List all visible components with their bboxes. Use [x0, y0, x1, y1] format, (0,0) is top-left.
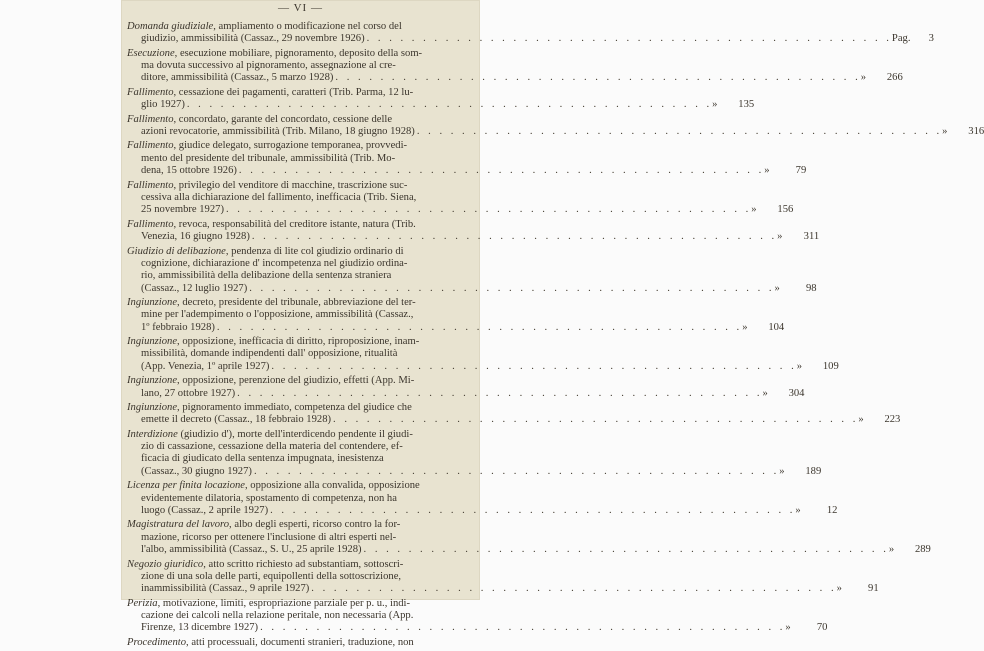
page-number: 316 — [968, 126, 984, 138]
entry-line — [127, 140, 474, 152]
entry-text: (Cassaz., 30 giugno 1927) — [141, 465, 252, 477]
index-entry — [127, 47, 903, 85]
entry-text: ditore, ammissibilità (Cassaz., 5 marzo 1928) — [141, 72, 334, 84]
page-label: » — [774, 282, 780, 294]
page-number: 189 — [805, 465, 822, 477]
entry-text: , pendenza di lite col giudizio ordinario di — [225, 245, 404, 257]
entry-line — [127, 480, 474, 492]
index-entry — [127, 558, 879, 596]
entry-text: Firenze, 13 dicembre 1927) — [141, 622, 259, 634]
entry-line — [127, 414, 901, 426]
entry-text: , revoca, responsabilità del creditore istante, natura (Trib. — [173, 218, 416, 230]
entry-text: 1º febbraio 1928) — [141, 321, 215, 333]
entry-text: , concordato, garante del concordato, cessione delle — [173, 113, 393, 125]
index-entry — [127, 428, 822, 478]
entry-line — [127, 258, 474, 270]
entry-text: mazione, ricorso per ottenere l'inclusione di altri esperti nel- — [141, 531, 397, 543]
entry-keyword: Ingiunzione — [127, 336, 178, 348]
index-entry — [127, 519, 931, 556]
entry-text: , opposizione, inefficacia di diritto, riproposizione, inam- — [177, 336, 420, 348]
page-folio: — VI — — [278, 2, 323, 14]
entry-line — [127, 493, 474, 505]
page-label: » — [858, 414, 864, 426]
entry-text: emette il decreto (Cassaz., 18 febbraio 1928) — [141, 414, 332, 426]
entry-text: zione di una sola delle parti, equipollenti della sottoscrizione, — [141, 570, 402, 582]
entry-line — [127, 282, 817, 295]
entry-text: l'albo, ammissibilità (Cassaz., S. U., 25 aprile 1928) — [141, 544, 362, 556]
entry-line — [127, 544, 931, 556]
entry-text: (Cassaz., 12 luglio 1927) — [141, 282, 248, 294]
entry-line — [127, 192, 474, 204]
entry-line — [127, 559, 474, 571]
entry-line — [127, 465, 822, 478]
entry-line — [127, 165, 807, 177]
page-label: » — [888, 544, 895, 556]
entry-keyword: Perizia — [127, 597, 158, 609]
page-number: 135 — [738, 99, 755, 111]
entry-line — [127, 204, 794, 216]
entry-text: azioni revocatorie, ammissibilità (Trib. Milano, 18 giugno 1928) — [141, 126, 415, 138]
entry-line — [127, 297, 474, 309]
page-number: 104 — [768, 321, 785, 333]
dot-leader: . . . . . . . . . . . . . . . . . . . . . . . . . . . . . . . . . . . . . . . . . . . . . . . — [238, 165, 765, 177]
entry-keyword: Procedimento — [127, 636, 187, 648]
dot-leader: . . . . . . . . . . . . . . . . . . . . . . . . . . . . . . . . . . . . . . . . . . . . . . . — [311, 583, 837, 595]
dot-leader: . . . . . . . . . . . . . . . . . . . . . . . . . . . . . . . . . . . . . . . . . . . . . . . — [237, 387, 763, 399]
dot-leader: . . . . . . . . . . . . . . . . . . . . . . . . . . . . . . . . . . . . . . . . . . . . . . . — [366, 33, 892, 45]
index-entry — [127, 480, 838, 517]
index-entry — [127, 140, 807, 177]
entry-line — [127, 598, 474, 610]
entry-line — [127, 571, 474, 583]
page-number: 3 — [928, 33, 934, 45]
entry-line — [127, 246, 474, 258]
page-number: 79 — [795, 165, 807, 177]
entry-text: , cessazione dei pagamenti, caratteri (Trib. Parma, 12 lu- — [173, 86, 414, 98]
page-number: 91 — [868, 583, 879, 595]
page-label: » — [795, 504, 801, 516]
page-label: » — [860, 72, 867, 84]
dot-leader: . . . . . . . . . . . . . . . . . . . . . . . . . . . . . . . . . . . . . . . . . . . . . . . — [186, 99, 713, 111]
entry-text: , esecuzione mobiliare, pignoramento, deposito della som- — [174, 47, 423, 59]
dot-leader: . . . . . . . . . . . . . . . . . . . . . . . . . . . . . . . . . . . . . . . . . . . . . . . — [270, 504, 796, 516]
entry-text: 25 novembre 1927) — [141, 204, 224, 216]
entry-line — [127, 21, 474, 33]
page-label: » — [942, 126, 948, 138]
dot-leader: . . . . . . . . . . . . . . . . . . . . . . . . . . . . . . . . . . . . . . . . . . . . . . . — [335, 72, 861, 84]
index-entry — [127, 179, 794, 217]
entry-text: , atto scritto richiesto ad substantiam, sottoscri- — [203, 558, 404, 570]
page-label: » — [751, 204, 757, 216]
dot-leader: . . . . . . . . . . . . . . . . . . . . . . . . . . . . . . . . . . . . . . . . . . . . . . . — [251, 231, 778, 243]
entry-line — [127, 402, 474, 414]
entry-line — [127, 33, 934, 45]
dot-leader: . . . . . . . . . . . . . . . . . . . . . . . . . . . . . . . . . . . . . . . . . . . . . . . — [253, 465, 780, 477]
entry-text: zio di cassazione, cessazione della materia del contendere, ef- — [141, 441, 403, 453]
index-entry — [127, 296, 785, 334]
entry-text: luogo (Cassaz., 2 aprile 1927) — [141, 504, 269, 516]
entry-text: ficacia di giudicato della sentenza impugnata, inesistenza — [141, 453, 384, 465]
page-label: » — [777, 231, 783, 243]
entry-text: , ampliamento o modificazione nel corso del — [213, 21, 402, 32]
entry-text: cognizione, dichiarazione d' incompetenza nel giudizio ordina- — [141, 257, 408, 269]
index-entry — [127, 597, 828, 635]
index-entry — [127, 86, 755, 112]
entry-text: inammissibilità (Cassaz., 9 aprile 1927) — [141, 583, 310, 595]
entry-line — [127, 504, 838, 517]
page-label: » — [785, 622, 791, 634]
index-entry — [127, 245, 817, 295]
dot-leader: . . . . . . . . . . . . . . . . . . . . . . . . . . . . . . . . . . . . . . . . . . . . . . . — [363, 544, 889, 556]
entry-text: Venezia, 16 giugno 1928) — [141, 231, 250, 243]
entry-keyword: Ingiunzione — [127, 296, 178, 308]
entry-keyword: Ingiunzione — [127, 402, 178, 413]
entry-text: (App. Venezia, 1º aprile 1927) — [141, 360, 270, 372]
index-entry — [127, 113, 984, 139]
entry-text: mento del presidente del tribunale, ammissibilità (Trib. Mo- — [141, 152, 396, 164]
entry-keyword: Interdizione — [127, 428, 178, 440]
page-label: » — [796, 360, 803, 372]
entry-text: , motivazione, limiti, espropriazione parziale per p. u., indi- — [157, 597, 411, 609]
entry-line — [127, 519, 474, 531]
entry-line — [127, 637, 474, 649]
entry-line — [127, 60, 474, 72]
entry-line — [127, 126, 984, 138]
entry-line — [127, 441, 474, 453]
page-number: 223 — [884, 414, 901, 426]
page-label: » — [742, 321, 748, 333]
entry-line — [127, 87, 474, 99]
entry-text: , decreto, presidente del tribunale, abbreviazione del ter- — [177, 296, 416, 308]
entry-keyword: Domanda giudiziale — [127, 21, 214, 32]
index-entries — [127, 21, 984, 651]
entry-text: mine per l'adempimento o l'opposizione, ammissibilità (Cassaz., — [141, 309, 414, 321]
entry-line — [127, 72, 903, 84]
entry-text: (giudizio d'), morte dell'interdicendo pendente il giudi- — [177, 428, 413, 440]
entry-text: cazione dei calcoli nella relazione peritale, non necessaria (App. — [141, 609, 414, 621]
page-number: 289 — [914, 544, 931, 556]
entry-line — [127, 48, 474, 60]
entry-line — [127, 610, 474, 622]
page-label: » — [712, 99, 718, 111]
entry-line — [127, 321, 785, 334]
index-entry — [127, 336, 839, 373]
page-number: 156 — [777, 204, 794, 216]
index-entry — [127, 375, 805, 400]
entry-keyword: Fallimento — [127, 218, 174, 230]
entry-line — [127, 270, 474, 282]
entry-line — [127, 99, 755, 111]
page-label: Pag. — [891, 33, 911, 45]
page-number: 109 — [822, 360, 839, 372]
entry-text: evidentemente dilatoria, spostamento di competenza, non ha — [141, 492, 397, 504]
entry-line — [127, 360, 839, 373]
entry-text: , albo degli esperti, ricorso contro la for- — [229, 519, 401, 531]
dot-leader: . . . . . . . . . . . . . . . . . . . . . . . . . . . . . . . . . . . . . . . . . . . . . . . — [333, 414, 859, 426]
page-number: 98 — [805, 282, 817, 294]
entry-text: , atti processuali, documenti stranieri, traduzione, non — [186, 636, 414, 648]
entry-keyword: Esecuzione — [127, 47, 175, 59]
entry-keyword: Fallimento — [127, 179, 174, 191]
entry-line — [127, 219, 474, 231]
entry-text: , opposizione, perenzione del giudizio, effetti (App. Mi- — [177, 375, 415, 387]
entry-line — [127, 180, 474, 192]
entry-text: cessiva alla dichiarazione del fallimento, inefficacia (Trib. Siena, — [141, 191, 417, 203]
entry-text: missibilità, domande indipendenti dall' opposizione, ritualità — [141, 348, 398, 360]
page-label: » — [762, 387, 768, 399]
index-entry — [127, 402, 901, 427]
entry-line — [127, 387, 805, 400]
page-number: 304 — [788, 387, 805, 399]
page-label: » — [764, 165, 770, 177]
entry-keyword: Fallimento — [127, 113, 174, 125]
book-page — [121, 0, 984, 648]
entry-line — [127, 453, 474, 465]
dot-leader: . . . . . . . . . . . . . . . . . . . . . . . . . . . . . . . . . . . . . . . . . . . . . . . — [260, 622, 786, 634]
entry-keyword: Fallimento — [127, 86, 174, 98]
entry-keyword: Magistratura del lavoro — [127, 519, 230, 531]
entry-line — [127, 309, 474, 321]
entry-keyword: Licenza per finita locazione — [127, 480, 245, 492]
index-entry — [127, 218, 820, 244]
entry-line — [127, 532, 474, 544]
dot-leader: . . . . . . . . . . . . . . . . . . . . . . . . . . . . . . . . . . . . . . . . . . . . . . . — [249, 282, 775, 294]
entry-text: lano, 27 ottobre 1927) — [141, 387, 236, 399]
dot-leader: . . . . . . . . . . . . . . . . . . . . . . . . . . . . . . . . . . . . . . . . . . . . . . . — [271, 360, 797, 372]
entry-text: rio, ammissibilità della delibazione della sentenza straniera — [141, 270, 392, 282]
entry-text: , opposizione alla convalida, opposizione — [245, 480, 420, 492]
page-number: 311 — [803, 231, 820, 243]
entry-line — [127, 622, 828, 634]
entry-line — [127, 231, 820, 243]
entry-text: , pignoramento immediato, competenza del giudice che — [177, 402, 412, 413]
entry-line — [127, 348, 474, 360]
entry-line — [127, 583, 879, 595]
entry-line — [127, 153, 474, 165]
entry-line — [127, 114, 474, 126]
entry-keyword: Giudizio di delibazione — [127, 245, 226, 257]
dot-leader: . . . . . . . . . . . . . . . . . . . . . . . . . . . . . . . . . . . . . . . . . . . . . . . — [225, 204, 752, 216]
index-entry — [127, 21, 934, 46]
page-number: 12 — [826, 504, 838, 516]
entry-line — [127, 375, 474, 387]
entry-text: , giudice delegato, surrogazione temporanea, provvedi- — [173, 140, 408, 152]
dot-leader: . . . . . . . . . . . . . . . . . . . . . . . . . . . . . . . . . . . . . . . . . . . . . . . — [216, 321, 743, 333]
entry-keyword: Ingiunzione — [127, 375, 178, 387]
page-number: 70 — [816, 622, 828, 634]
page-number: 266 — [886, 72, 903, 84]
entry-text: , privilegio del venditore di macchine, trascrizione suc- — [173, 179, 408, 191]
page-label: » — [836, 583, 842, 595]
dot-leader: . . . . . . . . . . . . . . . . . . . . . . . . . . . . . . . . . . . . . . . . . . . . . . . — [416, 126, 943, 138]
entry-text: dena, 15 ottobre 1926) — [141, 165, 237, 177]
entry-text: ma dovuta successivo al pignoramento, assegnazione al cre- — [141, 60, 396, 72]
entry-text: glio 1927) — [141, 99, 185, 111]
entry-line — [127, 429, 474, 441]
entry-keyword: Fallimento — [127, 140, 174, 152]
entry-keyword: Negozio giuridico — [127, 558, 204, 570]
entry-text: giudizio, ammissibilità (Cassaz., 29 novembre 1926) — [141, 33, 365, 45]
entry-line — [127, 336, 474, 348]
page-label: » — [779, 465, 785, 477]
index-entry — [127, 637, 474, 649]
